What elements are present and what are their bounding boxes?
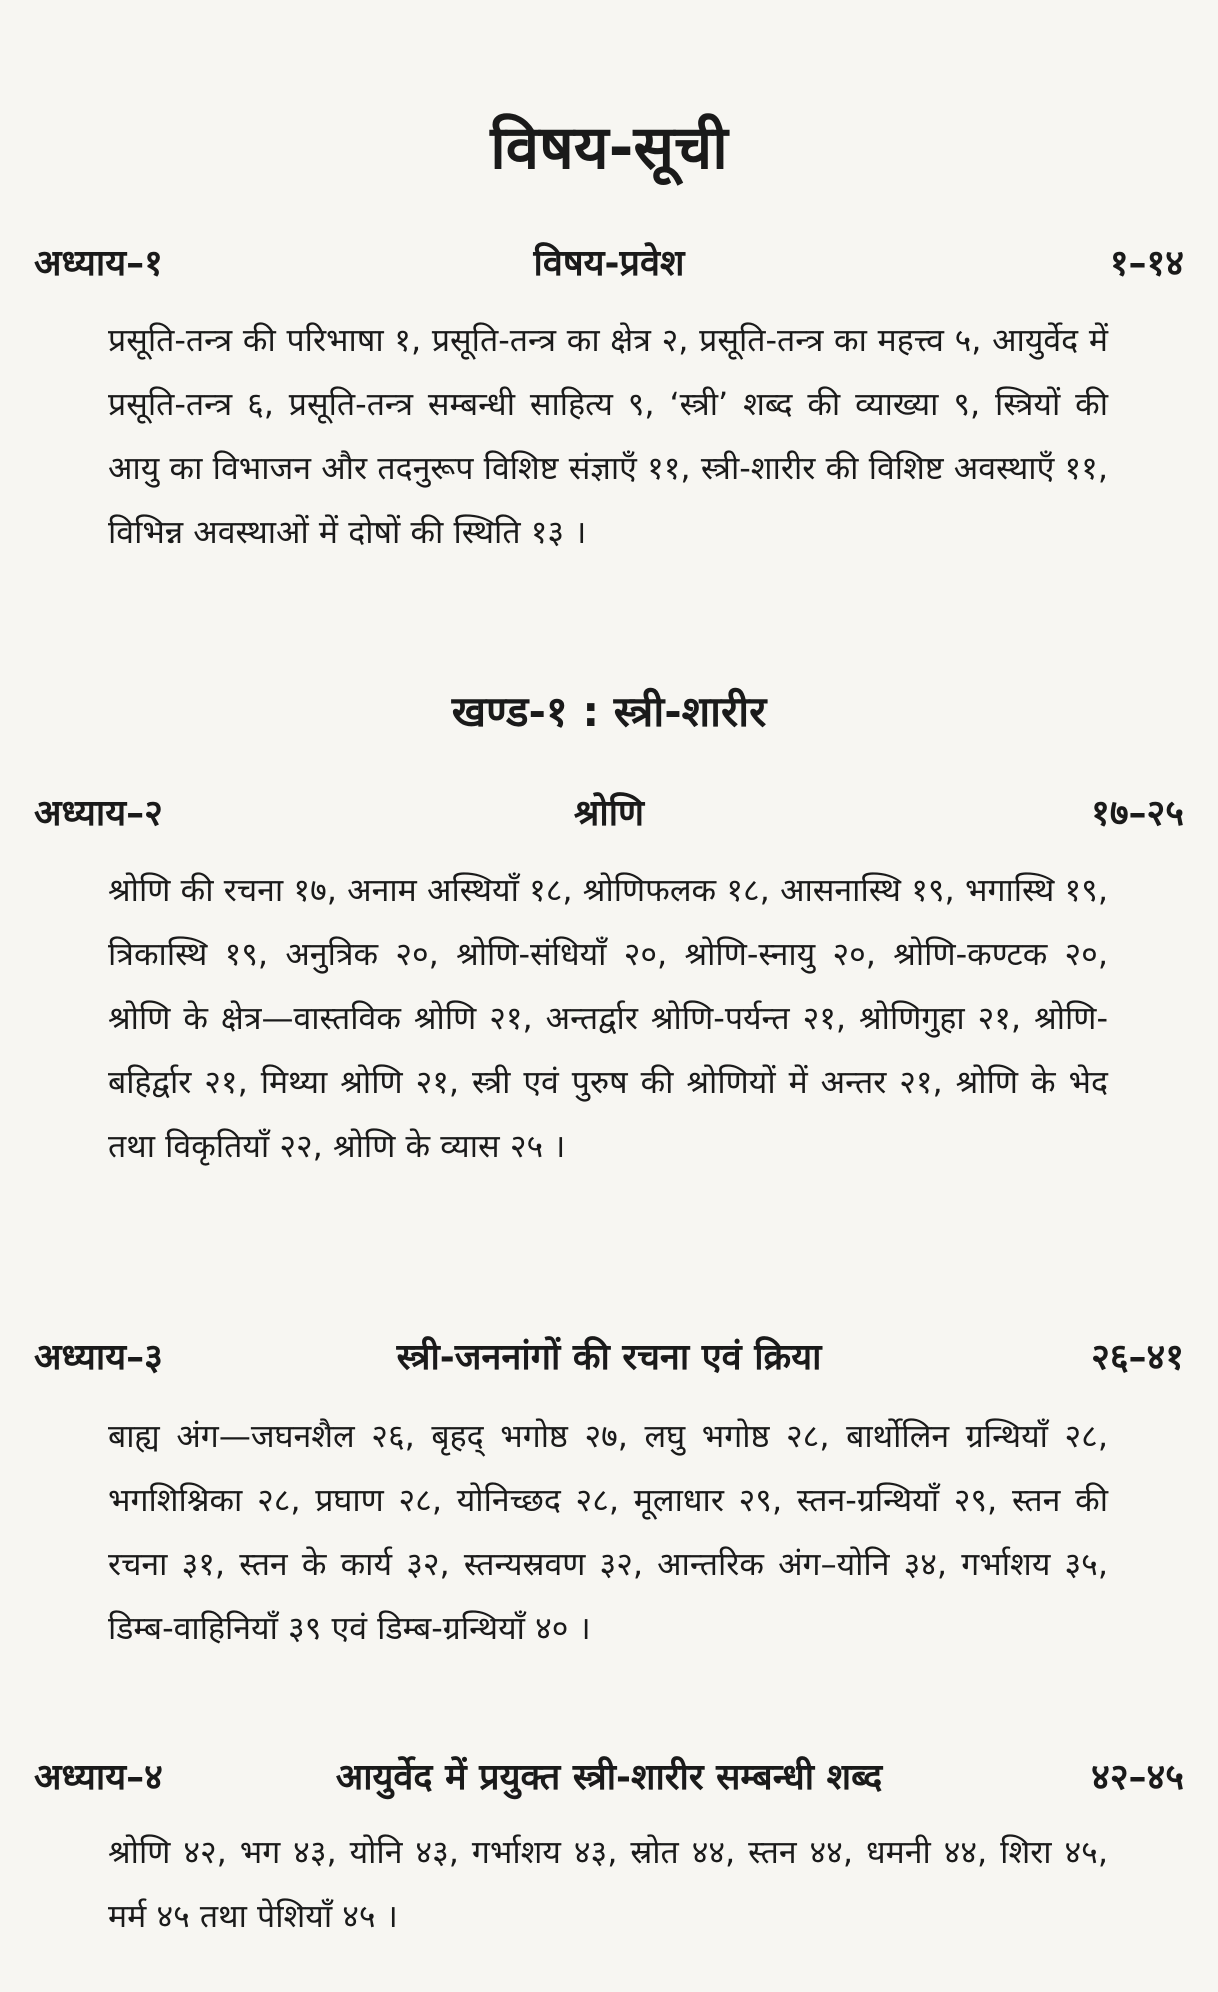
chapter-pages: ४२–४५ (1091, 1757, 1184, 1798)
chapter-4-contents: श्रोणि ४२, भग ४३, योनि ४३, गर्भाशय ४३, स्रोत ४४, स्तन ४४, धमनी ४४, शिरा ४५, मर्म ४५ तथा पेशियाँ ४५ । (108, 1833, 1108, 1935)
chapter-title: विषय-प्रवेश (533, 243, 685, 284)
chapter-3-heading (34, 1330, 1184, 1386)
chapter-number: अध्याय–२ (34, 793, 163, 834)
chapter-number: अध्याय–३ (34, 1337, 163, 1378)
chapter-1-heading (34, 236, 1184, 292)
chapter-pages: १–१४ (1109, 243, 1184, 284)
section-heading: खण्ड-१ : स्त्री-शारीर (451, 687, 767, 736)
chapter-pages: १७–२५ (1091, 793, 1184, 834)
chapter-2-contents: श्रोणि की रचना १७, अनाम अस्थियाँ १८, श्रोणिफलक १८, आसनास्थि १९, भगास्थि १९, त्रिकास्थि १९, अनुत्रिक २०, श्रोणि-संधियाँ २०, श्रोणि-स्नायु २०, श्रोणि-कण्टक २०, श्रोणि के क्षेत्र—वास्तविक श्रोणि २१, अन्तर्द्वार श्रोणि-पर्यन्त २१, श्रोणिगुहा २१, श्रोणि-बहिर्द्वार २१, मिथ्या श्रोणि २१, स्त्री एवं पुरुष की श्रोणियों में अन्तर २१, श्रोणि के भेद तथा विकृतियाँ २२, श्रोणि के व्यास २५ । (108, 871, 1108, 1165)
page-title: विषय-सूची (490, 113, 728, 183)
chapter-pages: २६–४१ (1091, 1337, 1184, 1378)
chapter-number: अध्याय–१ (34, 243, 163, 284)
chapter-title: स्त्री-जननांगों की रचना एवं क्रिया (396, 1337, 822, 1378)
chapter-3-contents: बाह्य अंग—जघनशैल २६, बृहद् भगोष्ठ २७, लघु भगोष्ठ २८, बार्थोलिन ग्रन्थियाँ २८, भगशिश्निका २८, प्रघाण २८, योनिच्छद २८, मूलाधार २९, स्तन-ग्रन्थियाँ २९, स्तन की रचना ३१, स्तन के कार्य ३२, स्तन्यस्रवण ३२, आन्तरिक अंग–योनि ३४, गर्भाशय ३५, डिम्ब-वाहिनियाँ ३९ एवं डिम्ब-ग्रन्थियाँ ४० । (108, 1417, 1108, 1647)
chapter-number: अध्याय–४ (34, 1757, 163, 1798)
chapter-1-contents: प्रसूति-तन्त्र की परिभाषा १, प्रसूति-तन्त्र का क्षेत्र २, प्रसूति-तन्त्र का महत्त्व ५, आयुर्वेद में प्रसूति-तन्त्र ६, प्रसूति-तन्त्र सम्बन्धी साहित्य ९, ‘स्त्री’ शब्द की व्याख्या ९, स्त्रियों की आयु का विभाजन और तदनुरूप विशिष्ट संज्ञाएँ ११, स्त्री-शारीर की विशिष्ट अवस्थाएँ ११, विभिन्न अवस्थाओं में दोषों की स्थिति १३ । (108, 321, 1108, 551)
chapter-2-heading (34, 786, 1184, 842)
chapter-title: श्रोणि (573, 793, 645, 834)
chapter-title: आयुर्वेद में प्रयुक्त स्त्री-शारीर सम्बन्धी शब्द (335, 1757, 883, 1798)
chapter-4-heading (34, 1750, 1184, 1806)
